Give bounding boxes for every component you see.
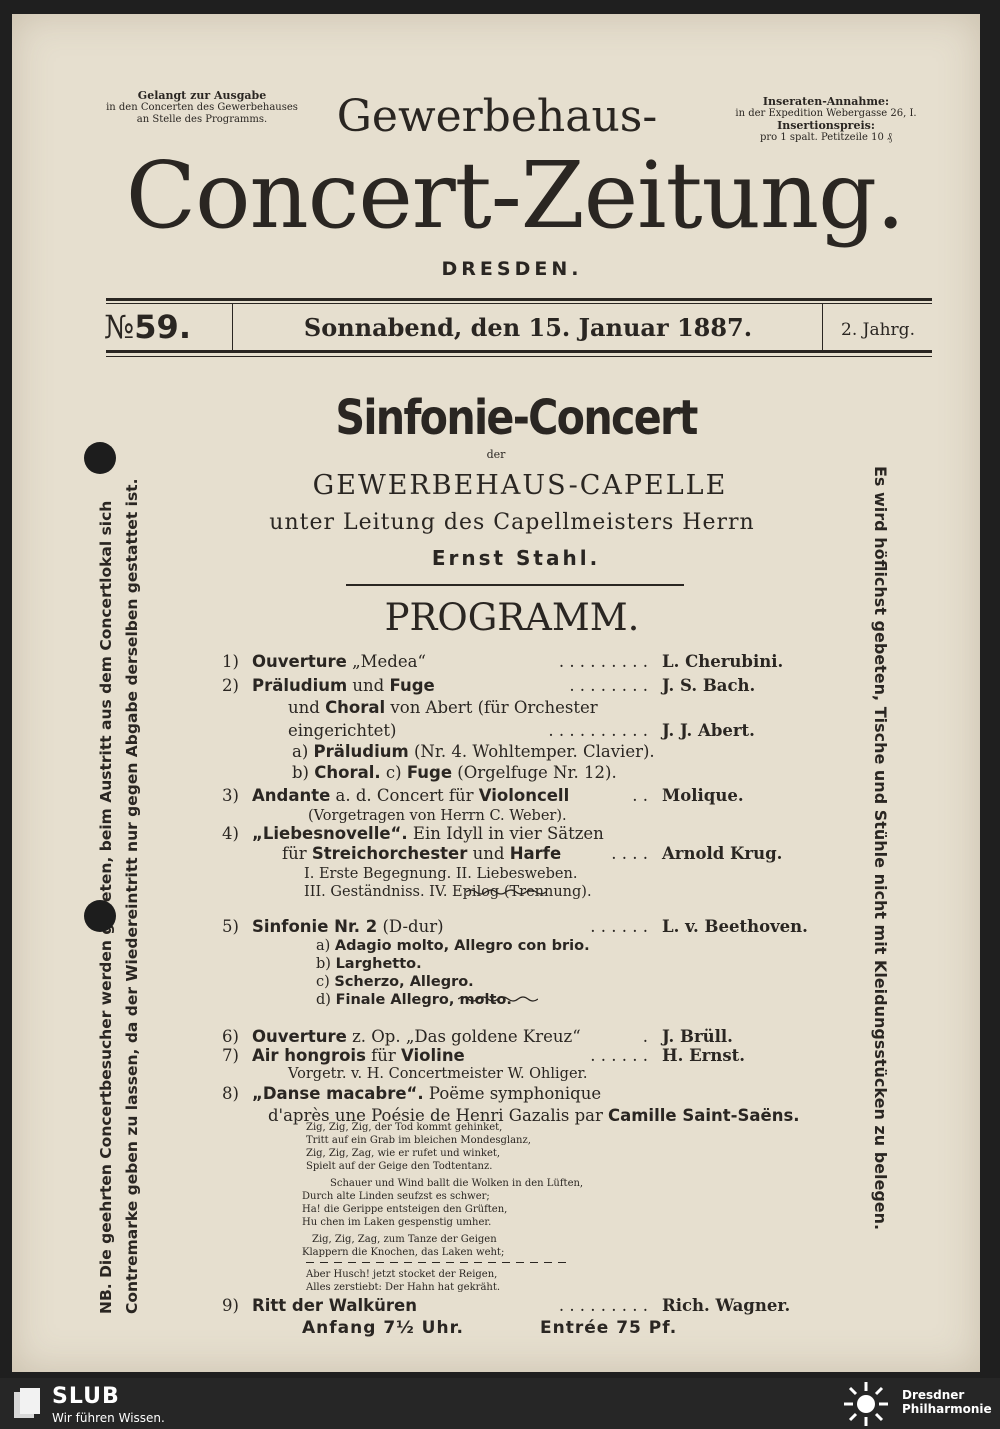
program-line-composer: H. Ernst.: [662, 1046, 745, 1065]
side-notice-left-2: Contremarke geben zu lassen, da der Wiedereintritt nur gegen Abgabe derselben gestattet ist.: [123, 478, 141, 1314]
program-line-text: Ouverture „Medea“: [252, 652, 426, 671]
wave-divider: [466, 888, 546, 896]
poem-line: Tritt auf ein Grab im bleichen Mondesglanz,: [306, 1135, 531, 1146]
poem-line: Durch alte Linden seufzst es schwer;: [302, 1191, 490, 1202]
program-line-composer: Camille Saint-Saëns.: [608, 1106, 800, 1125]
program-line-dots: . .: [632, 786, 648, 805]
concert-title: Sinfonie-Concert: [335, 390, 697, 446]
start-time: Anfang 7½ Uhr.: [302, 1318, 464, 1338]
program-line-text: Sinfonie Nr. 2 (D-dur): [252, 917, 444, 936]
slub-name: SLUB: [52, 1384, 120, 1409]
issue-number: [104, 308, 230, 346]
issue-bar-divider: [232, 304, 233, 350]
left-notice-line: Gelangt zur Ausgabe: [137, 89, 267, 102]
program-line-number: 9): [222, 1296, 239, 1315]
program-line-dots: . . . . . .: [590, 1046, 648, 1065]
program-line-dots: . . . . . . . . . .: [548, 721, 648, 740]
program-line-text: b) Larghetto.: [316, 956, 422, 972]
concert-newspaper-page: [12, 14, 980, 1372]
slub-tagline: Wir führen Wissen.: [52, 1411, 165, 1425]
punch-hole: [84, 442, 116, 474]
issue-date: Sonnabend, den 15. Januar 1887.: [303, 313, 753, 342]
program-line-composer: L. Cherubini.: [662, 652, 784, 671]
program-line-text: b) Choral. c) Fuge (Orgelfuge Nr. 12).: [292, 763, 617, 782]
program-line-dots: . . . . . . . . .: [558, 652, 648, 671]
poem-line: Schauer und Wind ballt die Wolken in den Lüften,: [330, 1178, 584, 1189]
right-notice-line: pro 1 spalt. Petitzeile 10 ₰: [759, 132, 892, 143]
punch-hole: [84, 900, 116, 932]
poem-line: Klappern die Knochen, das Laken weht;: [302, 1247, 505, 1258]
right-notice: [728, 96, 924, 144]
program-line-text: Ritt der Walküren: [252, 1296, 417, 1315]
program-line-composer: J. J. Abert.: [662, 721, 755, 740]
issue-bar-bottom-rule: [106, 350, 932, 353]
program-line-text: III. Geständniss. IV. Epilog (Trennung).: [304, 884, 592, 900]
entry-price: Entrée 75 Pf.: [540, 1318, 678, 1338]
program-line-dots: . . . . . .: [590, 917, 648, 936]
program-line-composer: Arnold Krug.: [662, 844, 783, 863]
masthead-title: Concert-Zeitung.: [125, 142, 905, 249]
program-line-dots: . . . .: [611, 844, 648, 863]
program-line-number: 6): [222, 1027, 239, 1046]
issue-bar-top-rule: [106, 298, 932, 301]
poem-line: Ha! die Gerippe entsteigen den Grüften,: [302, 1204, 508, 1215]
program-line-composer: Molique.: [662, 786, 744, 805]
masthead-city: DRESDEN.: [441, 258, 583, 280]
poem-line: Alles zerstiebt: Der Hahn hat gekräht.: [306, 1282, 501, 1293]
program-line-dots: .: [642, 1027, 648, 1046]
number-sign: №: [104, 308, 135, 346]
program-line-text: eingerichtet): [288, 721, 397, 740]
program-line-number: 7): [222, 1046, 239, 1065]
program-line-number: 1): [222, 652, 239, 671]
left-notice-line: in den Concerten des Gewerbehauses: [106, 102, 298, 113]
program-line-text: Andante a. d. Concert für Violoncell: [252, 786, 570, 805]
program-line-number: 3): [222, 786, 239, 805]
programm-heading: PROGRAMM.: [384, 596, 640, 639]
program-line-text: a) Präludium (Nr. 4. Wohltemper. Clavier).: [292, 742, 655, 761]
program-line-text: Präludium und Fuge: [252, 676, 435, 695]
program-line-text: Ouverture z. Op. „Das goldene Kreuz“: [252, 1027, 581, 1046]
program-line-number: 5): [222, 917, 239, 936]
right-notice-line: in der Expedition Webergasse 26, I.: [735, 108, 917, 119]
issue-bar-top-rule-thin: [106, 303, 932, 304]
program-line-dots: . . . . . . . . .: [558, 1296, 648, 1315]
program-line-text: (Vorgetragen von Herrn C. Weber).: [308, 808, 567, 824]
issue-bar-bottom-rule-thin: [106, 356, 932, 357]
program-line-text: Air hongrois für Violine: [252, 1046, 465, 1065]
slub-logo-icon: [12, 1386, 42, 1420]
right-notice-line: Inseraten-Annahme:: [762, 95, 890, 108]
program-line-text: d) Finale Allegro, molto.: [316, 992, 512, 1008]
program-line-composer: J. Brüll.: [662, 1027, 733, 1046]
conductor-line: unter Leitung des Capellmeisters Herrn: [269, 510, 755, 535]
side-notice-right: Es wird höflichst gebeten, Tische und Stühle nicht mit Kleidungsstücken zu belegen.: [871, 466, 890, 1231]
poem-line: Zig, Zig, Zig, der Tod kommt gehinket,: [306, 1122, 503, 1133]
program-line-number: 8): [222, 1084, 239, 1103]
philharmonie-name-1: Dresdner: [902, 1388, 965, 1402]
headline-divider: [346, 584, 684, 586]
program-line-dots: . . . . . . . .: [569, 676, 648, 695]
poem-line: Zig, Zig, Zag, zum Tanze der Geigen: [312, 1234, 497, 1245]
poem-dashed-divider: [306, 1262, 566, 1263]
poem-line: Spielt auf der Geige den Todtentanz.: [306, 1161, 493, 1172]
program-line-number: 2): [222, 676, 239, 695]
program-line-text: „Liebesnovelle“. Ein Idyll in vier Sätzen: [252, 824, 604, 843]
program-line-text: Vorgetr. v. H. Concertmeister W. Ohliger.: [288, 1066, 588, 1082]
left-notice: [104, 90, 300, 126]
program-line-text: d'après une Poésie de Henri Gazalis par: [268, 1106, 603, 1125]
concert-der: der: [486, 448, 506, 461]
program-line-composer: L. v. Beethoven.: [662, 917, 808, 936]
left-notice-line: an Stelle des Programms.: [136, 114, 268, 125]
conductor-name: Ernst Stahl.: [431, 546, 601, 570]
issue-number-value: 59.: [134, 308, 191, 346]
poem-line: Aber Husch! jetzt stocket der Reigen,: [306, 1269, 498, 1280]
poem-line: Hu chen im Laken gespenstig umher.: [302, 1217, 492, 1228]
issue-bar-divider: [822, 304, 823, 350]
program-line-text: „Danse macabre“. Poëme symphonique: [252, 1084, 602, 1103]
philharmonie-name-2: Philharmonie: [902, 1402, 992, 1416]
footer-branding-bar: [0, 1378, 1000, 1429]
program-line-text: a) Adagio molto, Allegro con brio.: [316, 938, 590, 954]
poem-line: Zig, Zig, Zag, wie er rufet und winket,: [306, 1148, 501, 1159]
wave-divider: [458, 995, 538, 1003]
program-line-composer: Rich. Wagner.: [662, 1296, 791, 1315]
program-line-text: und Choral von Abert (für Orchester: [288, 698, 598, 717]
program-line-composer: J. S. Bach.: [662, 676, 756, 695]
philharmonie-logo-icon: [842, 1380, 890, 1428]
program-line-number: 4): [222, 824, 239, 843]
program-line-text: für Streichorchester und Harfe: [282, 844, 562, 863]
orchestra-name: GEWERBEHAUS-CAPELLE: [312, 470, 728, 501]
program-line-text: c) Scherzo, Allegro.: [316, 974, 474, 990]
right-notice-line: Insertionspreis:: [777, 119, 875, 132]
issue-year: 2. Jahrg.: [841, 320, 915, 340]
masthead-line-1: Gewerbehaus-: [336, 91, 658, 142]
program-line-text: I. Erste Begegnung. II. Liebesweben.: [304, 866, 578, 882]
